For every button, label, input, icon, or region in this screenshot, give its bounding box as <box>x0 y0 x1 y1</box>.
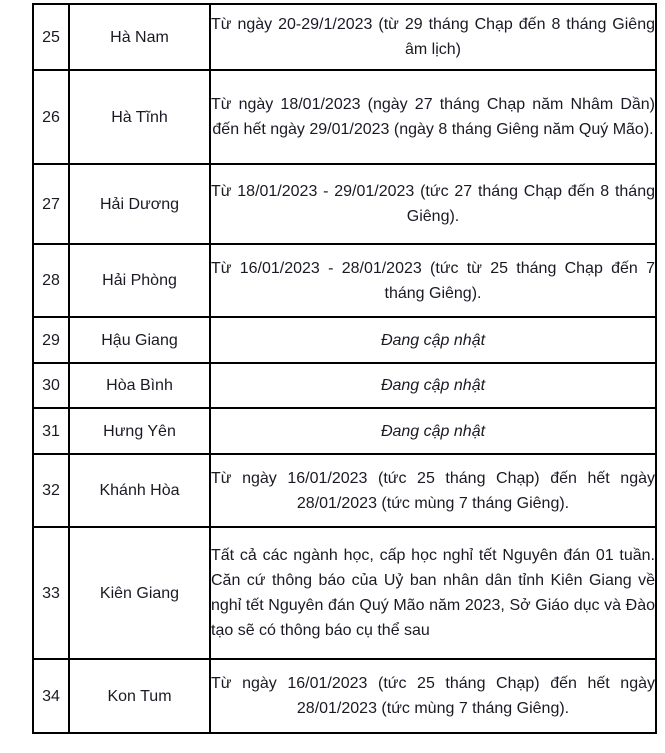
table-row <box>33 70 656 164</box>
schedule-cell <box>210 408 656 454</box>
schedule-text: Từ ngày 18/01/2023 (ngày 27 tháng Chạp năm Nhâm Dần) đến hết ngày 29/01/2023 (ngày 8 tháng Giêng năm Quý Mão). <box>211 96 655 138</box>
row-index-cell: 27 <box>33 164 69 244</box>
row-index-cell: 34 <box>33 659 69 733</box>
province-name-cell: Hòa Bình <box>69 363 210 408</box>
table-row <box>33 164 656 244</box>
province-name-cell: Khánh Hòa <box>69 454 210 527</box>
schedule-cell <box>210 659 656 733</box>
row-index-cell: 25 <box>33 4 69 70</box>
table-row <box>33 408 656 454</box>
row-index-cell: 33 <box>33 527 69 659</box>
table-row <box>33 363 656 408</box>
table-body <box>33 4 656 733</box>
schedule-text: Tất cả các ngành học, cấp học nghỉ tết Nguyên đán 01 tuần. Căn cứ thông báo của Uỷ ban nhân dân tỉnh Kiên Giang về nghỉ tết Nguyên đán Quý Mão năm 2023, Sở Giáo dục và Đào tạo sẽ có thông báo cụ thể sau <box>211 547 655 639</box>
schedule-cell <box>210 164 656 244</box>
schedule-status-text: Đang cập nhật <box>380 331 486 349</box>
province-name-cell: Kon Tum <box>69 659 210 733</box>
province-name-cell: Hải Dương <box>69 164 210 244</box>
table-row <box>33 4 656 70</box>
province-name-cell: Hải Phòng <box>69 244 210 317</box>
tet-holiday-schedule-table <box>32 3 657 734</box>
schedule-cell <box>210 454 656 527</box>
schedule-status-text: Đang cập nhật <box>380 377 486 394</box>
row-index-cell: 29 <box>33 317 69 363</box>
province-name-cell: Hà Tĩnh <box>69 70 210 164</box>
schedule-cell <box>210 363 656 408</box>
row-index-cell: 32 <box>33 454 69 527</box>
row-index-cell: 30 <box>33 363 69 408</box>
schedule-cell <box>210 4 656 70</box>
schedule-text: Từ ngày 16/01/2023 (tức 25 tháng Chạp) đến hết ngày 28/01/2023 (tức mùng 7 tháng Giêng). <box>211 675 655 717</box>
schedule-cell <box>210 317 656 363</box>
province-name-cell: Hà Nam <box>69 4 210 70</box>
table-row <box>33 317 656 363</box>
table-row <box>33 244 656 317</box>
table-row <box>33 454 656 527</box>
table-row <box>33 527 656 659</box>
row-index-cell: 28 <box>33 244 69 317</box>
schedule-cell <box>210 527 656 659</box>
schedule-cell <box>210 244 656 317</box>
schedule-text: Từ 16/01/2023 - 28/01/2023 (tức từ 25 tháng Chạp đến 7 tháng Giêng). <box>211 259 655 302</box>
province-name-cell: Hưng Yên <box>69 408 210 454</box>
schedule-status-text: Đang cập nhật <box>380 422 486 440</box>
schedule-text: Từ ngày 16/01/2023 (tức 25 tháng Chạp) đến hết ngày 28/01/2023 (tức mùng 7 tháng Giêng). <box>211 469 655 512</box>
row-index-cell: 31 <box>33 408 69 454</box>
table-row <box>33 659 656 733</box>
province-name-cell: Kiên Giang <box>69 527 210 659</box>
schedule-cell <box>210 70 656 164</box>
schedule-text: Từ 18/01/2023 - 29/01/2023 (tức 27 tháng Chạp đến 8 tháng Giêng). <box>211 183 655 225</box>
schedule-text: Từ ngày 20-29/1/2023 (từ 29 tháng Chạp đến 8 tháng Giêng âm lịch) <box>211 16 655 58</box>
province-name-cell: Hậu Giang <box>69 317 210 363</box>
row-index-cell: 26 <box>33 70 69 164</box>
